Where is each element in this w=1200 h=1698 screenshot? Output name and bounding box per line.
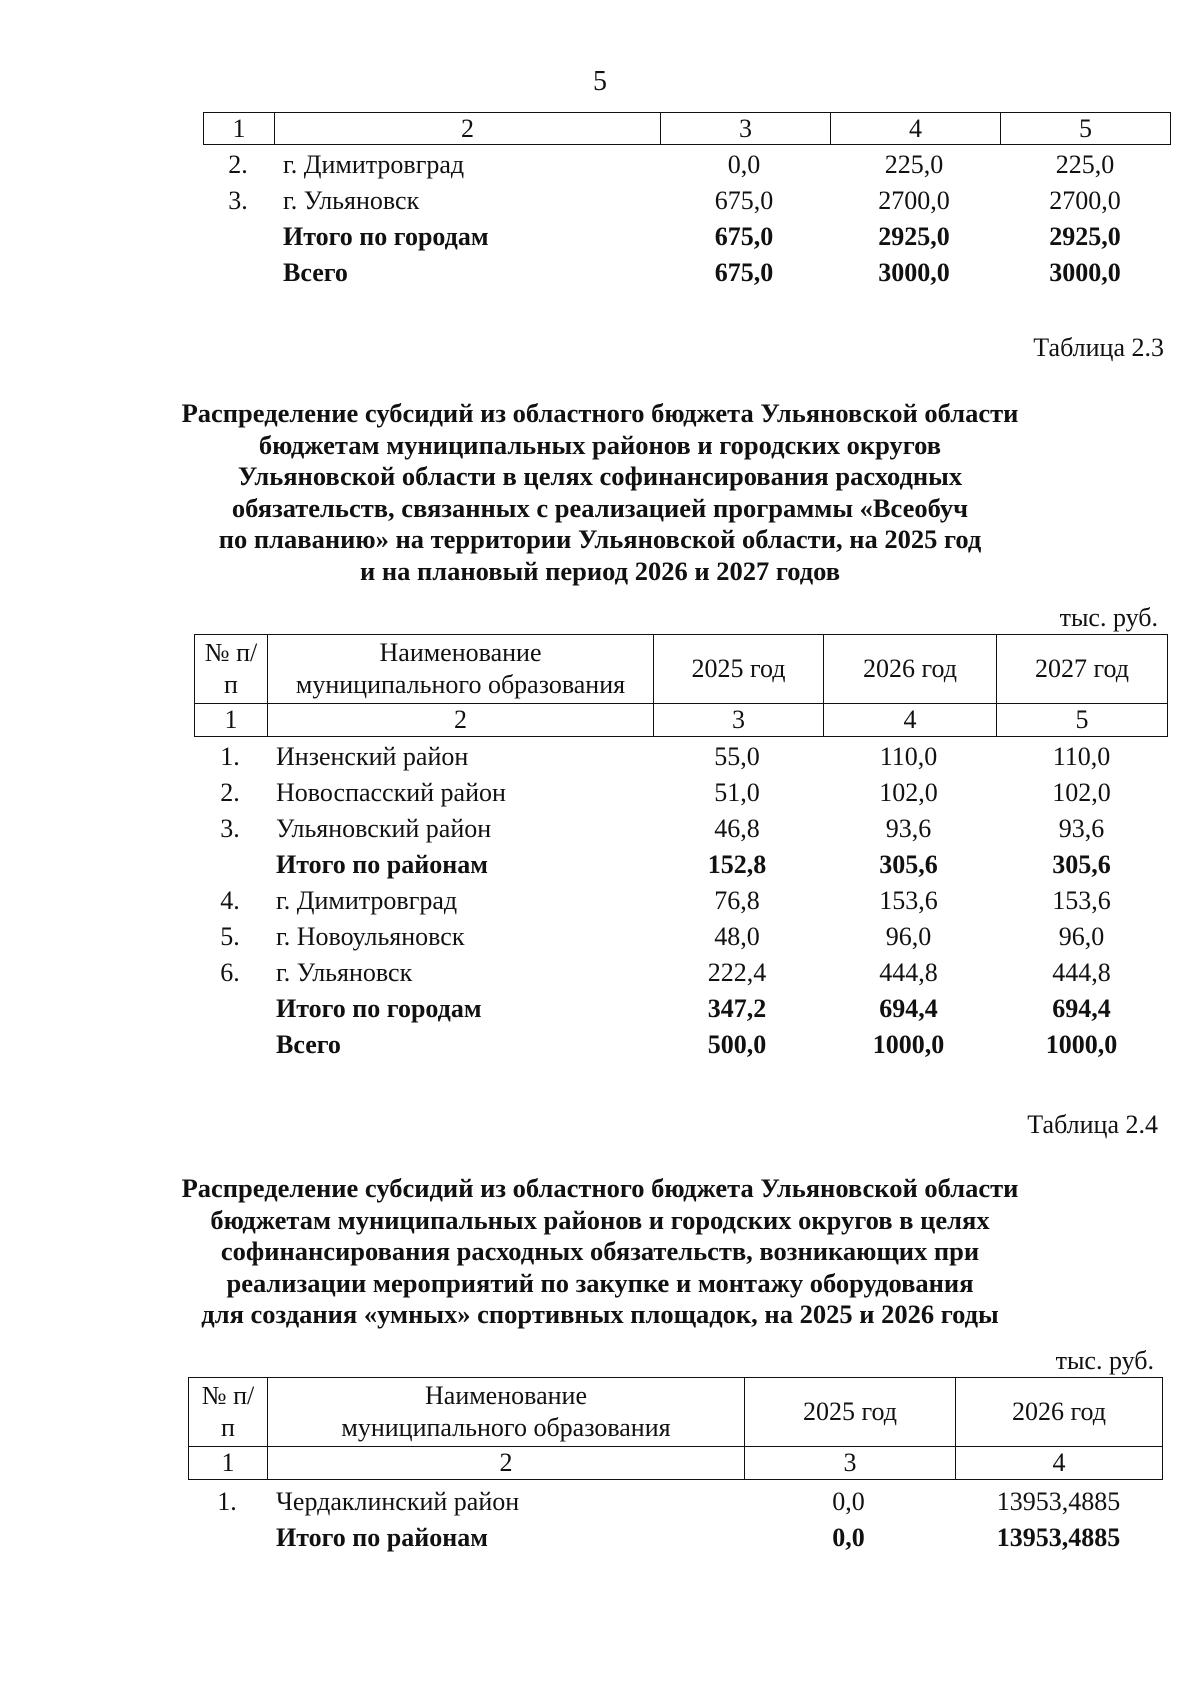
column-number-row — [203, 112, 1171, 145]
title-line: для создания «умных» спортивных площадок, на 2025 и 2026 годы — [201, 1299, 999, 1329]
amount-cell: 3000,0 — [1049, 258, 1121, 287]
amount-cell: 110,0 — [879, 742, 938, 771]
column-number: 1 — [221, 1448, 235, 1477]
header-year: 2025 год — [744, 1378, 955, 1446]
column-number: 3 — [744, 1447, 955, 1479]
table-row — [203, 183, 1171, 219]
column-number: 2 — [267, 1447, 744, 1479]
amount-cell: 2925,0 — [878, 222, 950, 251]
title-line: бюджетам муниципальных районов и городских округов — [258, 429, 942, 460]
amount-cell: 110,0 — [1052, 742, 1111, 771]
title-line: Распределение субсидий из областного бюджета Ульяновской области — [181, 1173, 1019, 1203]
header-name-line: муниципального образования — [341, 1413, 671, 1442]
row-number — [188, 1520, 266, 1556]
amount-cell: 0,0 — [727, 150, 761, 179]
row-number: 2. — [228, 150, 248, 179]
amount-cell: 675,0 — [714, 258, 774, 287]
municipality-name: Итого по городам — [276, 994, 482, 1023]
header-year: 2026 год — [955, 1378, 1162, 1446]
column-number: 4 — [955, 1447, 1162, 1479]
table-title — [0, 1173, 1200, 1331]
municipality-name: Итого по городам — [283, 222, 489, 251]
table-caption: Таблица 2.4 — [1027, 1110, 1158, 1139]
amount-cell: 444,8 — [1052, 958, 1111, 987]
header-no: № п/п — [204, 638, 258, 699]
amount-cell: 305,6 — [1052, 850, 1111, 879]
column-number: 1 — [232, 113, 246, 143]
municipality-name: Всего — [276, 1030, 341, 1059]
amount-cell: 51,0 — [714, 778, 760, 807]
amount-cell: 444,8 — [879, 958, 938, 987]
amount-cell: 13953,4885 — [996, 1487, 1121, 1516]
municipality-name: Инзенский район — [276, 742, 469, 771]
municipality-name: Итого по районам — [276, 1523, 488, 1552]
table-header — [188, 1377, 1163, 1447]
row-number: 5. — [220, 922, 240, 951]
table-row — [194, 775, 1168, 811]
row-number: 1. — [217, 1487, 237, 1516]
column-number: 3 — [653, 704, 823, 736]
unit-label: тыс. руб. — [1059, 603, 1158, 632]
column-number-row — [188, 1447, 1163, 1480]
table-2-4 — [188, 1377, 1163, 1556]
table-row — [194, 811, 1168, 847]
amount-cell: 675,0 — [714, 186, 774, 215]
header-year: 2027 год — [996, 635, 1167, 703]
amount-cell: 1000,0 — [872, 1030, 945, 1059]
municipality-name: Чердаклинский район — [276, 1487, 520, 1516]
amount-cell: 48,0 — [714, 922, 760, 951]
municipality-name: Всего — [283, 258, 348, 287]
amount-cell: 153,6 — [1052, 886, 1111, 915]
unit-label: тыс. руб. — [1055, 1346, 1154, 1375]
municipality-name: Итого по районам — [276, 850, 488, 879]
table-row — [203, 147, 1171, 183]
amount-cell: 675,0 — [714, 222, 774, 251]
row-number — [194, 1027, 266, 1063]
amount-cell: 93,6 — [885, 814, 932, 843]
row-number — [203, 255, 273, 291]
title-line: бюджетам муниципальных районов и городских округов в целях — [210, 1204, 990, 1235]
total-row — [194, 847, 1168, 883]
title-line: по плаванию» на территории Ульяновской области, на 2025 год — [218, 524, 982, 554]
title-line: Ульяновской области в целях софинансирования расходных — [237, 461, 963, 491]
amount-cell: 152,8 — [707, 850, 767, 879]
amount-cell: 1000,0 — [1045, 1030, 1118, 1059]
page-number: 5 — [593, 66, 607, 97]
row-number — [194, 991, 266, 1027]
table-title — [0, 398, 1200, 587]
total-row — [203, 255, 1171, 291]
amount-cell: 222,4 — [707, 958, 767, 987]
header-year: 2025 год — [653, 635, 823, 703]
column-number: 5 — [996, 704, 1167, 736]
amount-cell: 2700,0 — [878, 186, 950, 215]
header-no: № п/п — [201, 1381, 255, 1442]
total-row — [194, 991, 1168, 1027]
amount-cell: 96,0 — [885, 922, 932, 951]
table-row — [194, 883, 1168, 919]
table-body — [194, 737, 1168, 1063]
amount-cell: 2700,0 — [1049, 186, 1121, 215]
total-row — [203, 219, 1171, 255]
table-row — [194, 955, 1168, 991]
row-number: 2. — [220, 778, 240, 807]
total-row — [188, 1520, 1163, 1556]
amount-cell: 96,0 — [1058, 922, 1105, 951]
amount-cell: 102,0 — [879, 778, 938, 807]
column-number: 1 — [224, 705, 238, 734]
amount-cell: 55,0 — [714, 742, 760, 771]
table-body — [188, 1480, 1163, 1556]
column-number: 5 — [1000, 113, 1170, 144]
header-name-line: Наименование — [379, 638, 542, 667]
amount-cell: 46,8 — [714, 814, 760, 843]
table-row — [194, 739, 1168, 775]
column-number-row — [194, 704, 1168, 737]
column-number: 2 — [274, 113, 660, 144]
title-line: софинансирования расходных обязательств, возникающих при — [220, 1236, 980, 1266]
column-number: 4 — [830, 113, 1000, 144]
amount-cell: 225,0 — [1055, 150, 1115, 179]
total-row — [194, 1027, 1168, 1063]
title-line: Распределение субсидий из областного бюджета Ульяновской области — [181, 398, 1019, 428]
column-number: 2 — [267, 704, 653, 736]
amount-cell: 694,4 — [879, 994, 938, 1023]
municipality-name: г. Новоульяновск — [276, 922, 465, 951]
amount-cell: 347,2 — [707, 994, 767, 1023]
amount-cell: 102,0 — [1052, 778, 1111, 807]
row-number: 4. — [220, 886, 240, 915]
amount-cell: 3000,0 — [878, 258, 950, 287]
row-number — [194, 847, 266, 883]
header-name-line: Наименование — [425, 1381, 587, 1410]
municipality-name: г. Димитровград — [276, 886, 458, 915]
amount-cell: 13953,4885 — [996, 1523, 1121, 1552]
row-number: 3. — [220, 814, 240, 843]
amount-cell: 93,6 — [1058, 814, 1105, 843]
amount-cell: 2925,0 — [1049, 222, 1121, 251]
table-2-3 — [194, 634, 1168, 1063]
table-body — [203, 145, 1171, 291]
row-number: 6. — [220, 958, 240, 987]
row-number: 3. — [228, 186, 248, 215]
amount-cell: 0,0 — [832, 1487, 865, 1516]
municipality-name: Новоспасский район — [276, 778, 506, 807]
header-name — [267, 1378, 744, 1446]
table-row — [194, 919, 1168, 955]
title-line: реализации мероприятий по закупке и монтажу оборудования — [226, 1267, 974, 1298]
table-row — [188, 1484, 1163, 1520]
row-number — [203, 219, 273, 255]
title-line: обязательств, связанных с реализацией программы «Всеобуч — [231, 492, 969, 523]
amount-cell: 76,8 — [714, 886, 760, 915]
amount-cell: 153,6 — [879, 886, 938, 915]
table-continuation — [203, 112, 1171, 291]
row-number: 1. — [220, 742, 240, 771]
amount-cell: 500,0 — [707, 1030, 767, 1059]
municipality-name: г. Ульяновск — [283, 186, 420, 215]
header-year: 2026 год — [823, 635, 996, 703]
amount-cell: 694,4 — [1052, 994, 1111, 1023]
municipality-name: г. Ульяновск — [276, 958, 413, 987]
header-name — [267, 635, 653, 703]
column-number: 4 — [823, 704, 996, 736]
title-line: и на плановый период 2026 и 2027 годов — [359, 555, 841, 586]
municipality-name: г. Димитровград — [283, 150, 465, 179]
header-name-line: муниципального образования — [295, 670, 626, 699]
column-number: 3 — [660, 113, 830, 144]
amount-cell: 305,6 — [879, 850, 938, 879]
table-caption: Таблица 2.3 — [1033, 333, 1164, 362]
amount-cell: 225,0 — [884, 150, 944, 179]
table-header — [194, 634, 1168, 704]
amount-cell: 0,0 — [832, 1523, 865, 1552]
municipality-name: Ульяновский район — [276, 814, 492, 843]
